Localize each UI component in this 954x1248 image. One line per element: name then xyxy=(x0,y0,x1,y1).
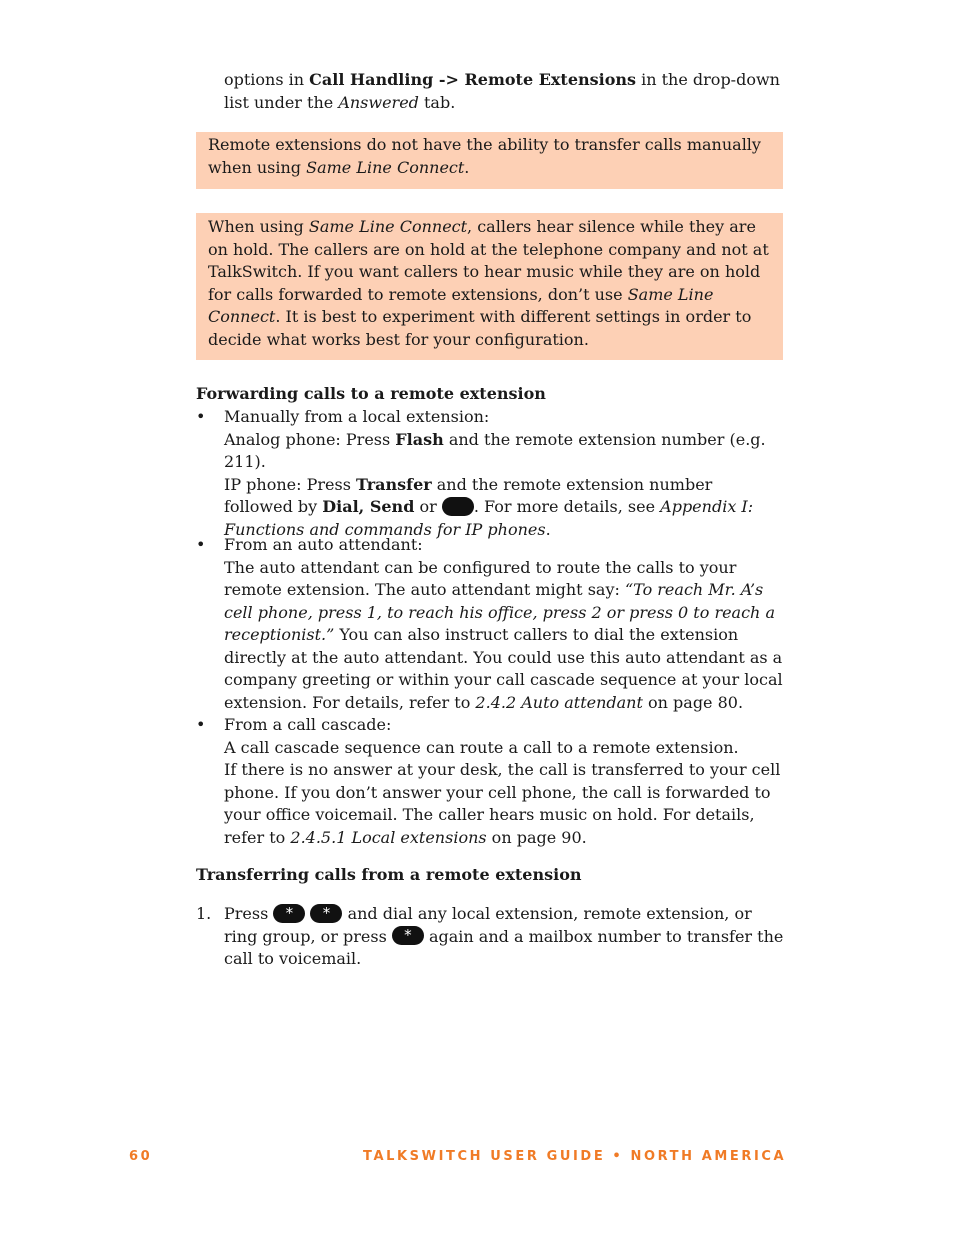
bullet-marker: • xyxy=(196,715,206,734)
step-number: 1. xyxy=(196,904,212,923)
intro-text: options in xyxy=(224,70,310,89)
body-text: The auto attendant can be configured to route the calls to your remote extension. The auto attendant might say: xyxy=(224,557,737,599)
note-text: . xyxy=(464,157,470,177)
key-name: Transfer xyxy=(356,474,432,494)
note-box-transfer xyxy=(196,132,783,189)
feature-name: Same Line Connect xyxy=(208,284,714,326)
reference-link-text: Appendix I: Functions and commands for IP phones xyxy=(224,497,754,539)
bullet-lead: Manually from a local extension: xyxy=(224,407,490,426)
body-text: again and a mailbox number to transfer the call to voicemail. xyxy=(224,926,784,968)
running-footer-title: TALKSWITCH USER GUIDE • NORTH AMERICA xyxy=(363,1149,787,1164)
intro-text: in the drop-down list under the xyxy=(224,70,780,112)
menu-path: Call Handling -> Remote Extensions xyxy=(309,70,637,89)
body-text: and the remote extension number (e.g. 211). xyxy=(224,429,766,471)
body-text: A call cascade sequence can route a call to a remote extension. xyxy=(224,737,739,757)
page-number: 60 xyxy=(129,1149,153,1164)
body-text: and dial any local extension, remote extension, or ring group, or press xyxy=(224,904,752,946)
note-box-hold-music xyxy=(196,213,783,360)
body-text: . For more details, see xyxy=(473,497,661,516)
intro-text: tab. xyxy=(418,92,456,112)
section-heading-forwarding: Forwarding calls to a remote extension xyxy=(196,384,546,403)
key-name: Dial, Send xyxy=(322,497,415,516)
body-text: or xyxy=(414,497,442,516)
section-heading-transferring: Transferring calls from a remote extension xyxy=(196,865,582,884)
body-text: You can also instruct callers to dial the extension directly at the auto attendant. You could use this auto attendant as a company greeting or within your call cascade sequence at your local extension. For details, refer to xyxy=(224,625,783,712)
note-text: When using xyxy=(208,217,309,236)
note-text: , callers hear silence while they are on hold. The callers are on hold at the telephone company and not at TalkSwitch. If you want callers to hear music while they are on hold for calls forwarded to remote extensions, don’t use xyxy=(208,217,769,304)
tab-name: Answered xyxy=(338,92,419,112)
reference-link-text: 2.4.2 Auto attendant xyxy=(475,692,643,712)
body-text: and the remote extension number followed by xyxy=(224,474,713,516)
note-text: . It is best to experiment with different settings in order to decide what works best for your configuration. xyxy=(208,307,752,349)
bullet-lead: From an auto attendant: xyxy=(224,535,423,554)
bullet-item-auto-attendant xyxy=(224,534,784,714)
intro-paragraph xyxy=(224,69,784,114)
bullet-item-call-cascade xyxy=(224,714,784,849)
body-text: . xyxy=(545,519,551,539)
bullet-marker: • xyxy=(196,407,206,426)
step-transfer xyxy=(224,903,784,971)
feature-name: Same Line Connect xyxy=(306,157,465,177)
body-text: IP phone: Press xyxy=(224,474,356,494)
bullet-lead: From a call cascade: xyxy=(224,715,392,734)
note-text: Remote extensions do not have the ability to transfer calls manually when using xyxy=(208,135,761,177)
body-text: If there is no answer at your desk, the call is transferred to your cell phone. If you don’t answer your cell phone, the call is forwarded to your office voicemail. The caller hears music on hold. For details, refer to xyxy=(224,760,781,847)
reference-link-text: 2.4.5.1 Local extensions xyxy=(290,827,487,847)
bullet-item-local-extension xyxy=(224,406,784,541)
star-key-icon: * xyxy=(310,904,342,923)
feature-name: Same Line Connect xyxy=(308,217,468,236)
body-text: on page 90. xyxy=(486,827,587,847)
star-key-icon: * xyxy=(392,926,424,945)
body-text: on page 80. xyxy=(642,692,744,712)
phone-key-icon xyxy=(442,497,474,516)
body-text: Press xyxy=(224,904,274,923)
body-text: Analog phone: Press xyxy=(224,429,396,449)
key-name: Flash xyxy=(395,429,444,449)
star-key-icon: * xyxy=(273,904,305,923)
bullet-marker: • xyxy=(196,535,206,554)
quote-text: “To reach Mr. A’s cell phone, press 1, to reach his office, press 2 or press 0 to reach a receptionist.” xyxy=(224,580,775,644)
